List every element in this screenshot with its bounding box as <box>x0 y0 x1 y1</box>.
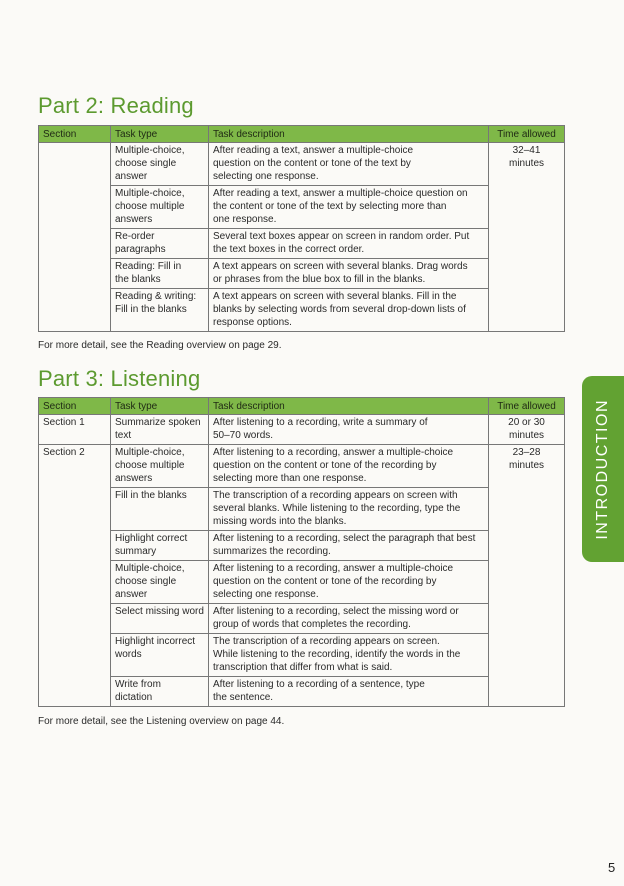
time-allowed-cell <box>489 445 565 707</box>
reading-title: Part 2: Reading <box>38 93 194 118</box>
cell-line: choose multiple <box>115 460 185 471</box>
cell-line: or phrases from the blue box to fill in the blanks. <box>213 274 426 285</box>
cell-line: the text boxes in the correct order. <box>213 244 365 255</box>
task-type-cell <box>111 229 209 259</box>
cell-line: response options. <box>213 317 292 328</box>
cell-line: 23–28 <box>512 447 541 458</box>
cell-line: summarizes the recording. <box>213 546 331 557</box>
task-description-cell <box>209 531 489 561</box>
reading-table <box>38 125 565 332</box>
cell-line: Several text boxes appear on screen in random order. Put <box>213 231 470 242</box>
cell-line: selecting one response. <box>213 171 319 182</box>
cell-line: 32–41 <box>512 145 541 156</box>
table-row <box>39 415 565 445</box>
task-type-cell <box>111 186 209 229</box>
cell-line: dictation <box>115 692 153 703</box>
task-description-cell <box>209 604 489 634</box>
cell-line: words <box>115 649 142 660</box>
cell-line: paragraphs <box>115 244 166 255</box>
cell-line: 20 or 30 <box>508 417 545 428</box>
table-row <box>39 445 565 488</box>
task-type-cell <box>111 634 209 677</box>
page-number: 5 <box>608 860 616 875</box>
cell-line: text <box>115 430 132 441</box>
listening-title: Part 3: Listening <box>38 366 201 391</box>
task-type-cell <box>111 415 209 445</box>
table-row <box>39 259 565 289</box>
task-type-cell <box>111 561 209 604</box>
cell-line: selecting one response. <box>213 589 319 600</box>
cell-line: the content or tone of the text by selecting more than <box>213 201 447 212</box>
task-type-cell <box>111 289 209 332</box>
cell-line: After listening to a recording, answer a multiple-choice <box>213 563 454 574</box>
cell-line: several blanks. While listening to the recording, type the <box>213 503 461 514</box>
task-type-cell <box>111 445 209 488</box>
cell-line: question on the content or tone of the recording by <box>213 460 437 471</box>
listening-note: For more detail, see the Listening overview on page 44. <box>38 716 285 727</box>
listening-table <box>38 397 565 707</box>
header-task-description: Task description <box>209 398 489 415</box>
header-time-allowed: Time allowed <box>489 398 565 415</box>
table-row <box>39 289 565 332</box>
task-description-cell <box>209 445 489 488</box>
task-type-cell <box>111 531 209 561</box>
cell-line: A text appears on screen with several blanks. Drag words <box>213 261 468 272</box>
cell-line: answers <box>115 214 153 225</box>
section-cell <box>39 143 111 332</box>
task-description-cell <box>209 186 489 229</box>
header-task-type: Task type <box>111 398 209 415</box>
header-time-allowed: Time allowed <box>489 126 565 143</box>
table-row <box>39 531 565 561</box>
section-cell: Section 1 <box>39 415 111 445</box>
cell-line: question on the content or tone of the text by <box>213 158 411 169</box>
header-task-type: Task type <box>111 126 209 143</box>
table-row <box>39 677 565 707</box>
task-description-cell <box>209 415 489 445</box>
cell-line: the sentence. <box>213 692 274 703</box>
cell-line: question on the content or tone of the recording by <box>213 576 437 587</box>
cell-line: After listening to a recording, select the missing word or <box>213 606 459 617</box>
task-description-cell <box>209 289 489 332</box>
cell-line: After listening to a recording, write a summary of <box>213 417 428 428</box>
cell-line: one response. <box>213 214 277 225</box>
cell-line: blanks by selecting words from several drop-down lists of <box>213 304 466 315</box>
cell-line: the blanks <box>115 274 161 285</box>
cell-line: While listening to the recording, identify the words in the <box>213 649 461 660</box>
cell-line: Highlight correct <box>115 533 188 544</box>
task-type-cell <box>111 488 209 531</box>
introduction-side-tab <box>582 376 624 562</box>
cell-line: answer <box>115 171 148 182</box>
cell-line: summary <box>115 546 157 557</box>
cell-line: Reading: Fill in <box>115 261 182 272</box>
table-row <box>39 634 565 677</box>
cell-line: Multiple-choice, <box>115 447 185 458</box>
table-row <box>39 229 565 259</box>
time-allowed-cell <box>489 143 565 332</box>
cell-line: After reading a text, answer a multiple-choice question on <box>213 188 468 199</box>
cell-line: answers <box>115 473 153 484</box>
table-header-row <box>39 126 565 143</box>
section-cell: Section 2 <box>39 445 111 707</box>
cell-line: Reading & writing: <box>115 291 197 302</box>
table-row <box>39 561 565 604</box>
task-description-cell <box>209 634 489 677</box>
cell-line: Multiple-choice, <box>115 145 185 156</box>
cell-line: Multiple-choice, <box>115 188 185 199</box>
cell-line: The transcription of a recording appears on screen. <box>213 636 440 647</box>
cell-line: Select missing word <box>115 606 204 617</box>
task-type-cell <box>111 604 209 634</box>
cell-line: Multiple-choice, <box>115 563 185 574</box>
cell-line: choose single <box>115 576 177 587</box>
cell-line: After listening to a recording, answer a multiple-choice <box>213 447 454 458</box>
task-type-cell <box>111 259 209 289</box>
cell-line: 50–70 words. <box>213 430 274 441</box>
cell-line: minutes <box>508 460 544 471</box>
cell-line: missing words into the blanks. <box>213 516 347 527</box>
cell-line: minutes <box>508 430 544 441</box>
cell-line: Write from <box>115 679 161 690</box>
cell-line: A text appears on screen with several blanks. Fill in the <box>213 291 457 302</box>
cell-line: minutes <box>508 158 544 169</box>
cell-line: choose single <box>115 158 177 169</box>
task-type-cell <box>111 143 209 186</box>
cell-line: After reading a text, answer a multiple-choice <box>213 145 414 156</box>
table-row <box>39 604 565 634</box>
task-description-cell <box>209 488 489 531</box>
side-tab-label: INTRODUCTION <box>594 398 611 540</box>
table-row <box>39 488 565 531</box>
task-type-cell <box>111 677 209 707</box>
cell-line: After listening to a recording of a sentence, type <box>213 679 425 690</box>
task-description-cell <box>209 229 489 259</box>
cell-line: group of words that completes the recording. <box>213 619 411 630</box>
cell-line: The transcription of a recording appears on screen with <box>213 490 458 501</box>
header-section: Section <box>39 398 111 415</box>
task-description-cell <box>209 561 489 604</box>
header-task-description: Task description <box>209 126 489 143</box>
reading-note: For more detail, see the Reading overview on page 29. <box>38 340 282 351</box>
table-row <box>39 186 565 229</box>
table-row <box>39 143 565 186</box>
task-description-cell <box>209 259 489 289</box>
cell-line: answer <box>115 589 148 600</box>
cell-line: Fill in the blanks <box>115 304 187 315</box>
cell-line: Fill in the blanks <box>115 490 187 501</box>
cell-line: Summarize spoken <box>115 417 201 428</box>
task-description-cell <box>209 143 489 186</box>
task-description-cell <box>209 677 489 707</box>
cell-line: choose multiple <box>115 201 185 212</box>
cell-line: transcription that differ from what is said. <box>213 662 393 673</box>
cell-line: Re-order <box>115 231 155 242</box>
header-section: Section <box>39 126 111 143</box>
cell-line: selecting more than one response. <box>213 473 367 484</box>
table-header-row <box>39 398 565 415</box>
cell-line: Highlight incorrect <box>115 636 196 647</box>
time-allowed-cell <box>489 415 565 445</box>
cell-line: After listening to a recording, select the paragraph that best <box>213 533 476 544</box>
